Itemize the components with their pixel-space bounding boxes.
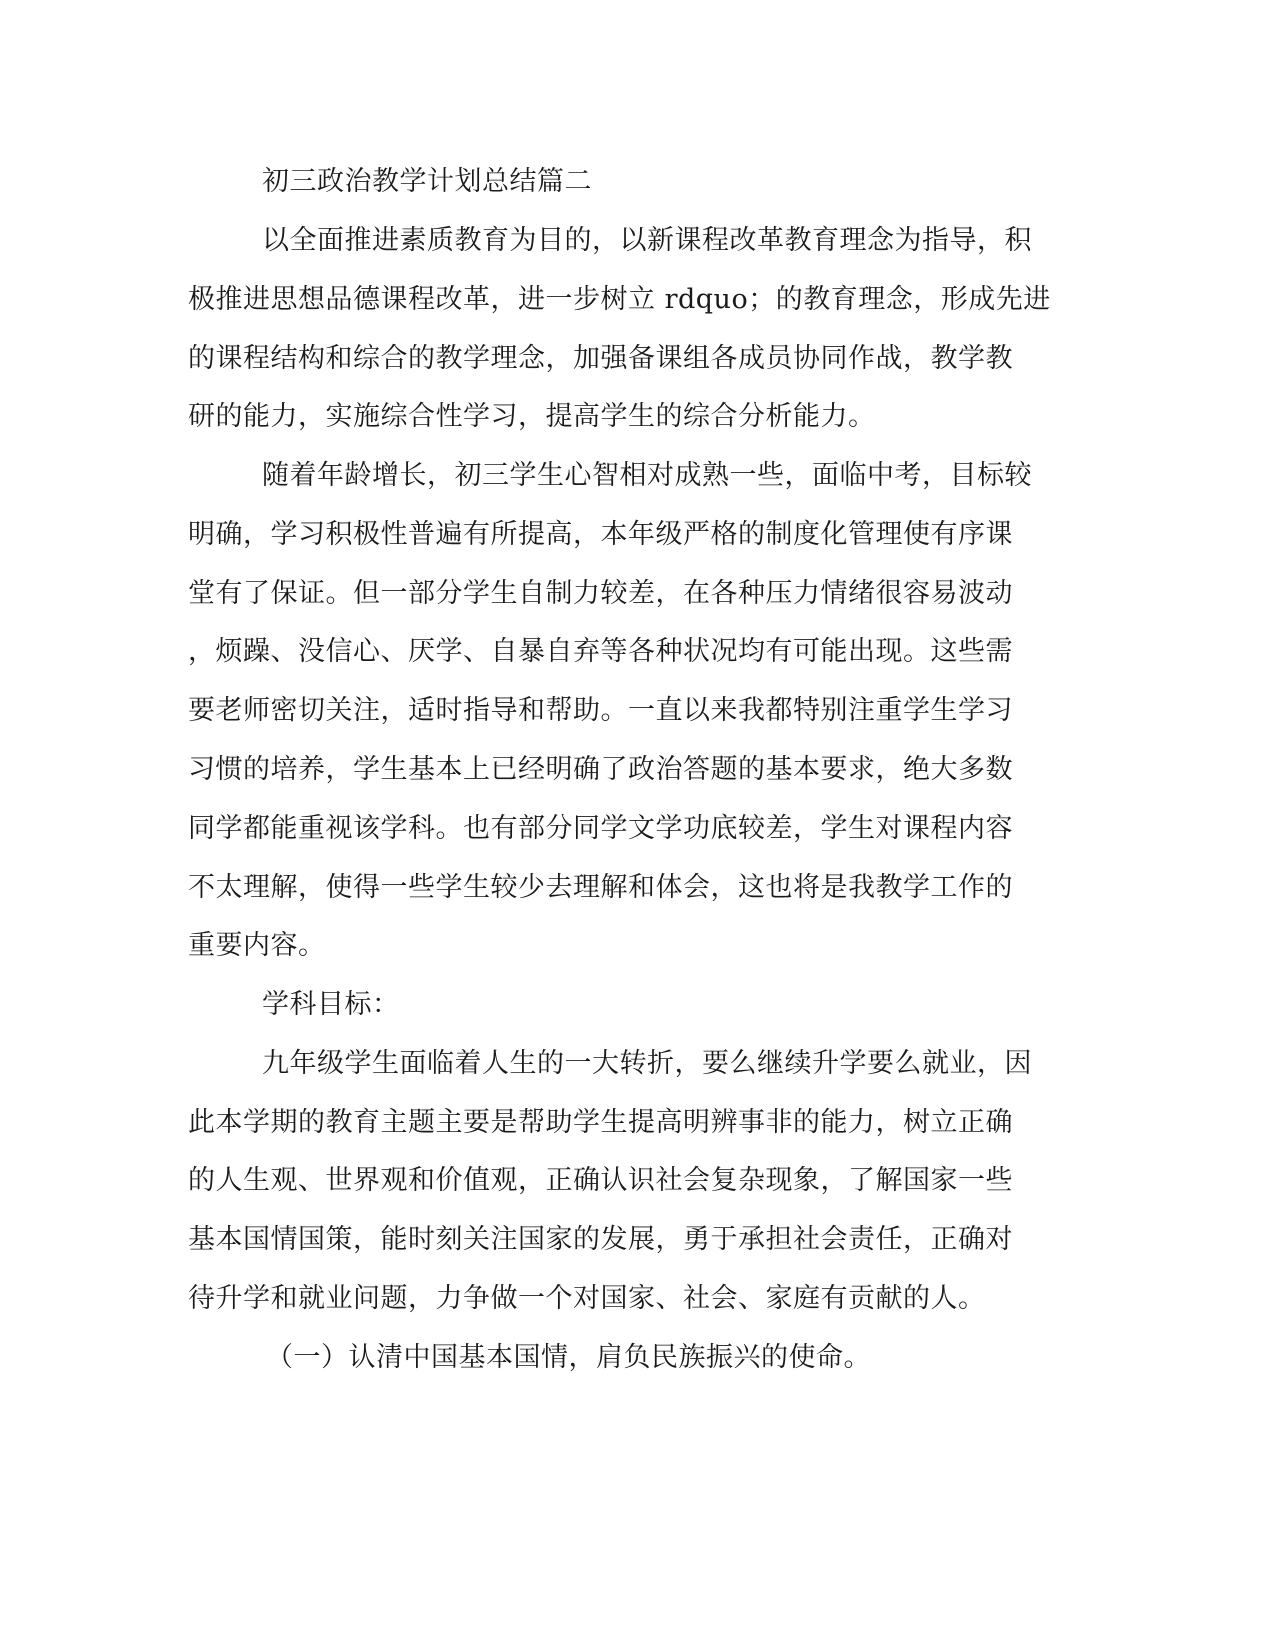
paragraph-line: 同学都能重视该学科。也有部分同学文学功底较差，学生对课程内容 bbox=[188, 813, 1013, 844]
section-heading: 学科目标： bbox=[262, 989, 400, 1020]
paragraph-line: 待升学和就业问题，力争做一个对国家、社会、家庭有贡献的人。 bbox=[188, 1283, 986, 1314]
paragraph-line: 习惯的培养，学生基本上已经明确了政治答题的基本要求，绝大多数 bbox=[188, 754, 1013, 785]
paragraph-line: 九年级学生面临着人生的一大转折，要么继续升学要么就业，因 bbox=[262, 1048, 1032, 1079]
paragraph-line: 明确，学习积极性普遍有所提高，本年级严格的制度化管理使有序课 bbox=[188, 519, 1013, 550]
paragraph-line: 随着年龄增长，初三学生心智相对成熟一些，面临中考，目标较 bbox=[262, 460, 1032, 491]
paragraph-line: 的课程结构和综合的教学理念，加强备课组各成员协同作战，教学教 bbox=[188, 343, 1013, 374]
paragraph-line: 极推进思想品德课程改革，进一步树立 rdquo；的教育理念，形成先进 bbox=[188, 284, 1051, 315]
paragraph-line: 堂有了保证。但一部分学生自制力较差，在各种压力情绪很容易波动 bbox=[188, 578, 1013, 609]
paragraph-line: 重要内容。 bbox=[188, 930, 326, 961]
paragraph-line: 的人生观、世界观和价值观，正确认识社会复杂现象，了解国家一些 bbox=[188, 1165, 1013, 1196]
subsection-heading: （一）认清中国基本国情，肩负民族振兴的使命。 bbox=[266, 1342, 871, 1373]
paragraph-line: 要老师密切关注，适时指导和帮助。一直以来我都特别注重学生学习 bbox=[188, 695, 1013, 726]
paragraph-line: ，烦躁、没信心、厌学、自暴自弃等各种状况均有可能出现。这些需 bbox=[188, 636, 1013, 667]
paragraph-line: 此本学期的教育主题主要是帮助学生提高明辨事非的能力，树立正确 bbox=[188, 1107, 1013, 1138]
paragraph-line: 基本国情国策，能时刻关注国家的发展，勇于承担社会责任，正确对 bbox=[188, 1224, 1013, 1255]
document-title: 初三政治教学计划总结篇二 bbox=[262, 166, 592, 197]
paragraph-line: 研的能力，实施综合性学习，提高学生的综合分析能力。 bbox=[188, 401, 876, 432]
paragraph-line: 不太理解，使得一些学生较少去理解和体会，这也将是我教学工作的 bbox=[188, 872, 1013, 903]
paragraph-line: 以全面推进素质教育为目的，以新课程改革教育理念为指导，积 bbox=[262, 225, 1032, 256]
